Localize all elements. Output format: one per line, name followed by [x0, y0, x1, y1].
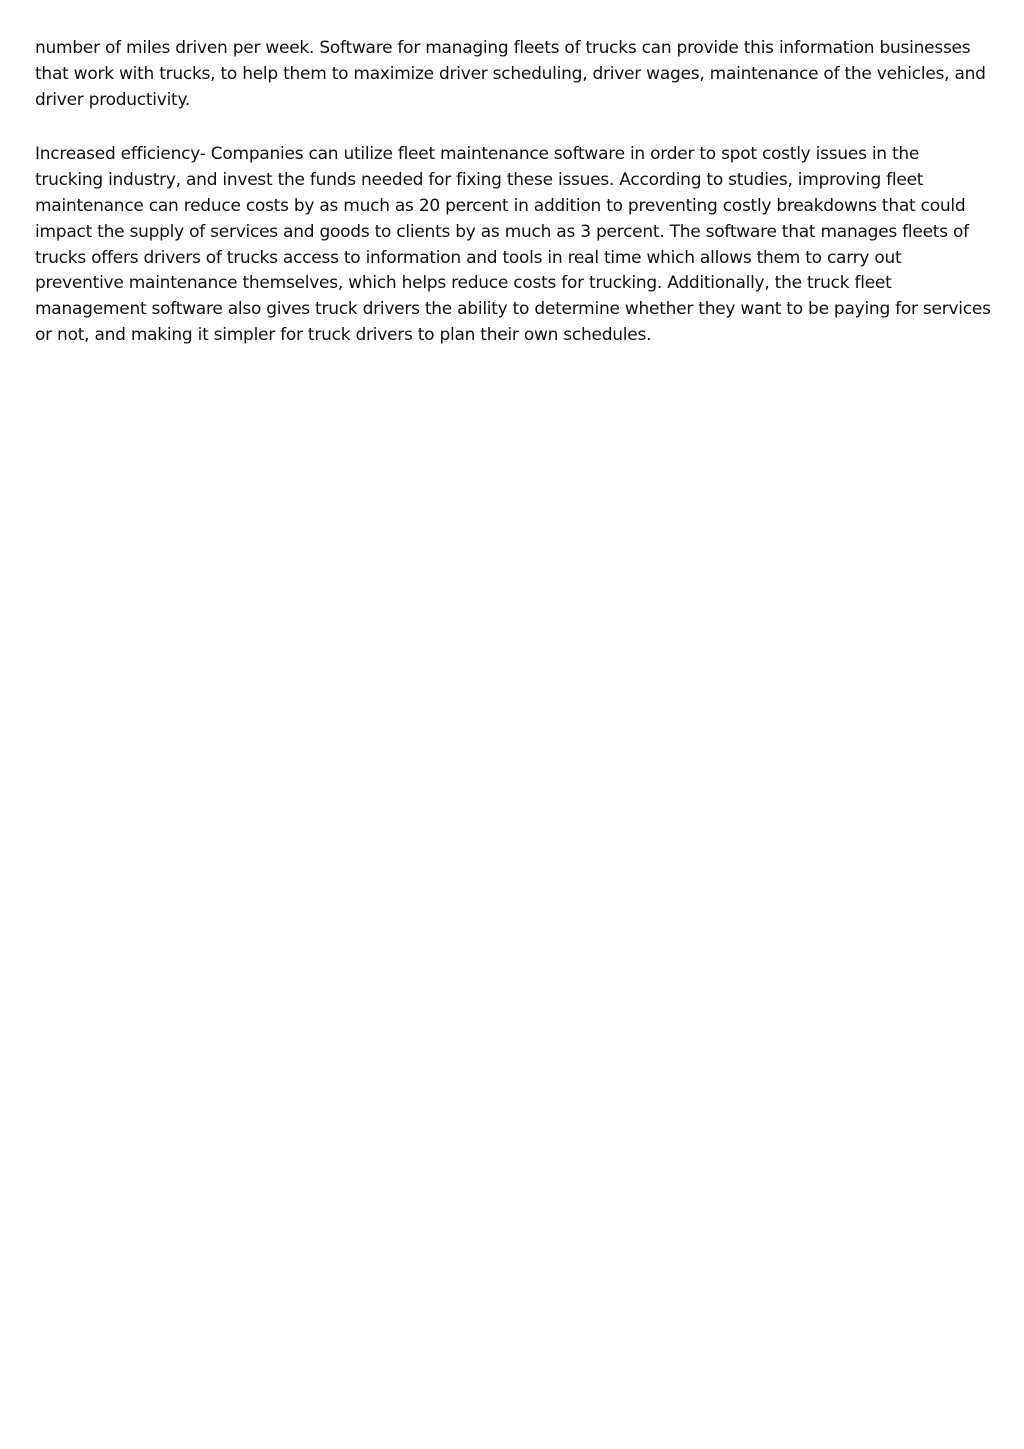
- text-line: maintenance can reduce costs by as much as 20 percent in addition to preventing costly breakdowns that could: [35, 195, 966, 216]
- document-page: [35, 36, 995, 378]
- text-line: number of miles driven per week. Software for managing fleets of trucks can provide this information businesses: [35, 38, 971, 58]
- text-line: management software also gives truck drivers the ability to determine whether they want to be paying for services: [35, 299, 991, 320]
- text-line: trucking industry, and invest the funds needed for fixing these issues. According to studies, improving fleet: [35, 170, 924, 191]
- paragraph-miles-driven: [35, 36, 995, 113]
- text-line: Increased efficiency- Companies can utilize fleet maintenance software in order to spot costly issues in the: [35, 144, 920, 165]
- text-line: impact the supply of services and goods to clients by as much as 3 percent. The software that manages fleets of: [35, 221, 969, 242]
- text-line: that work with trucks, to help them to maximize driver scheduling, driver wages, maintenance of the vehicles, and: [35, 63, 986, 84]
- paragraph-increased-efficiency: [35, 142, 995, 348]
- text-line: driver productivity.: [35, 89, 191, 110]
- text-line: preventive maintenance themselves, which helps reduce costs for trucking. Additionally, the truck fleet: [35, 273, 892, 294]
- text-line: trucks offers drivers of trucks access to information and tools in real time which allows them to carry out: [35, 247, 902, 268]
- text-line: or not, and making it simpler for truck drivers to plan their own schedules.: [35, 324, 652, 345]
